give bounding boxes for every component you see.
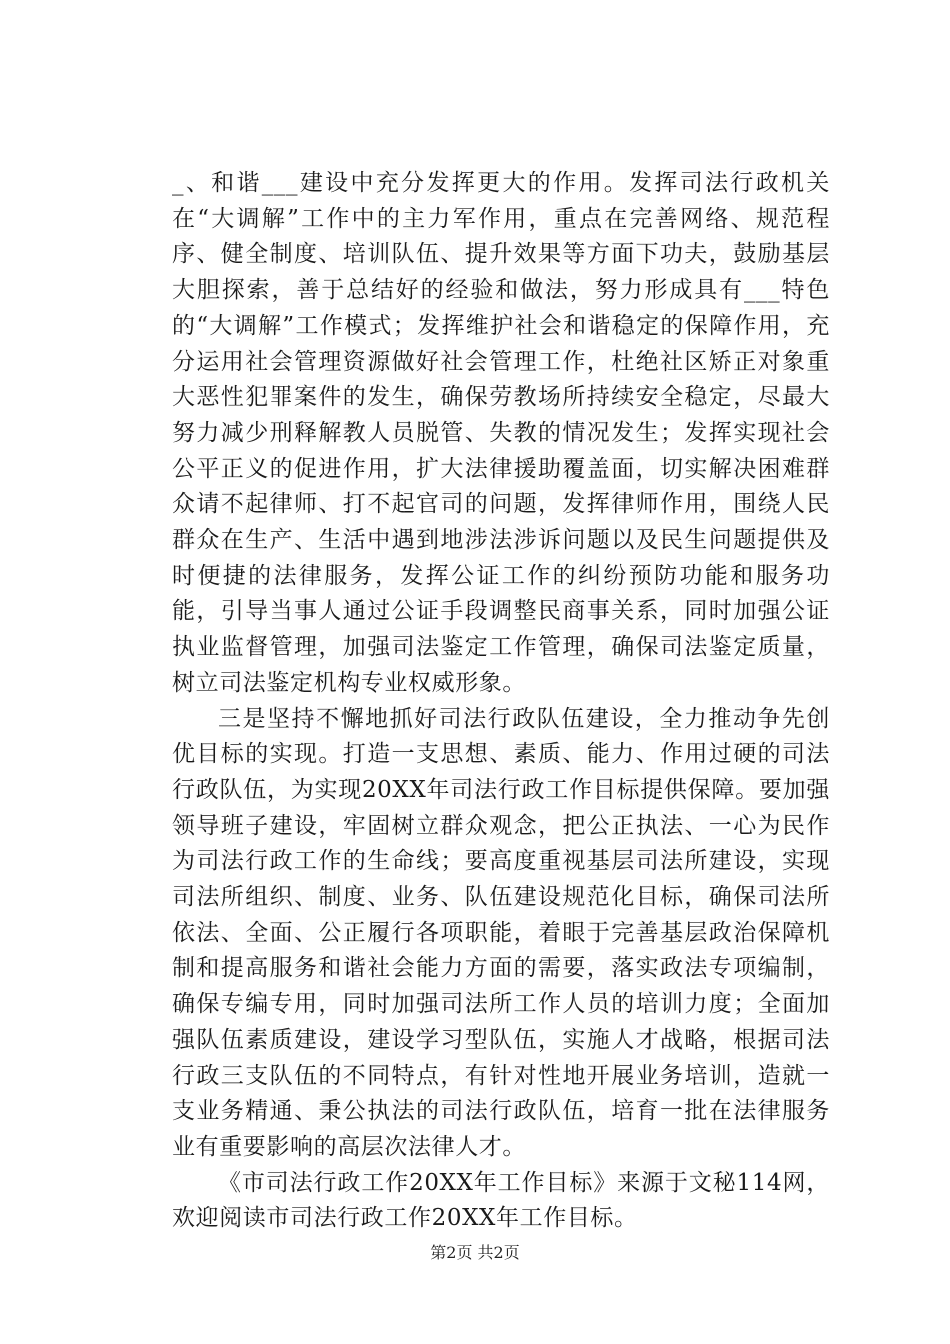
paragraph-continuation: _、和谐___建设中充分发挥更大的作用。发挥司法行政机关在“大调解”工作中的主力军作用，重点在完善网络、规范程序、健全制度、培训队伍、提升效果等方面下功夫，鼓励基层大胆探索，善于总结好的经验和做法，努力形成具有___特色的“大调解”工作模式；发挥维护社会和谐稳定的保障作用，充分运用社会管理资源做好社会管理工作，杜绝社区矫正对象重大恶性犯罪案件的发生，确保劳教场所持续安全稳定，尽最大努力减少刑释解教人员脱管、失教的情况发生；发挥实现社会公平正义的促进作用，扩大法律援助覆盖面，切实解决困难群众请不起律师、打不起官司的问题，发挥律师作用，围绕人民群众在生产、生活中遇到地涉法涉诉问题以及民生问题提供及时便捷的法律服务，发挥公证工作的纠纷预防功能和服务功能，引导当事人通过公证手段调整民商事关系，同时加强公证执业监督管理，加强司法鉴定工作管理，确保司法鉴定质量，树立司法鉴定机构专业权威形象。 [172, 170, 830, 696]
paragraph-source-note: 《市司法行政工作20XX年工作目标》来源于文秘114网，欢迎阅读市司法行政工作20XX年工作目标。 [172, 1169, 830, 1232]
paragraph-team-building: 三是坚持不懈地抓好司法行政队伍建设，全力推动争先创优目标的实现。打造一支思想、素质、能力、作用过硬的司法行政队伍，为实现20XX年司法行政工作目标提供保障。要加强领导班子建设，牢固树立群众观念，把公正执法、一心为民作为司法行政工作的生命线；要高度重视基层司法所建设，实现司法所组织、制度、业务、队伍建设规范化目标，确保司法所依法、全面、公正履行各项职能，着眼于完善基层政治保障机制和提高服务和谐社会能力方面的需要，落实政法专项编制，确保专编专用，同时加强司法所工作人员的培训力度；全面加强队伍素质建设，建设学习型队伍，实施人才战略，根据司法行政三支队伍的不同特点，有针对性地开展业务培训，造就一支业务精通、秉公执法的司法行政队伍，培育一批在法律服务业有重要影响的高层次法律人才。 [172, 705, 830, 1160]
page-number-footer: 第2页 共2页 [430, 1243, 520, 1262]
document-body [172, 166, 830, 1237]
